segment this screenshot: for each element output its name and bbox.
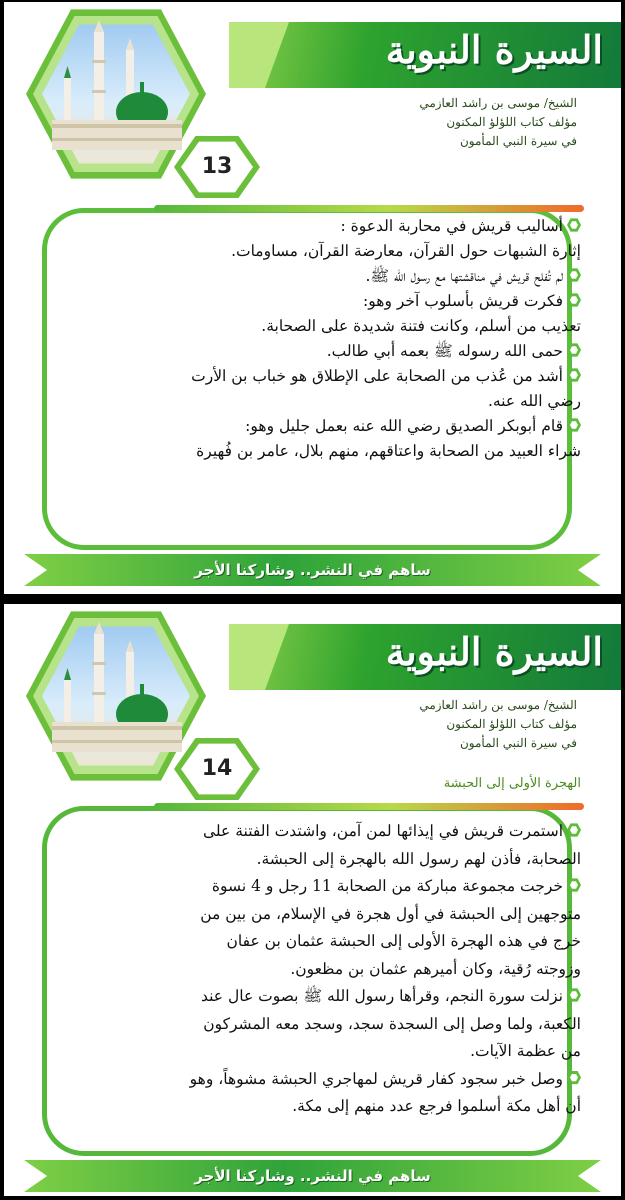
content-line: [54, 983, 581, 1011]
author-line: في سيرة النبي المأمون: [459, 736, 577, 750]
content-line: [54, 818, 581, 846]
content-line: [54, 414, 581, 439]
content-line: [54, 928, 581, 956]
hexagon-bullet-icon: [567, 368, 581, 382]
content-line-text: لم تُفلح قريش في مناقشتها مع رسول الله ﷺ.: [365, 267, 563, 285]
card-number: 13: [201, 154, 233, 179]
content-line-text: استمرت قريش في إيذائها لمن آمن، واشتدت الفتنة على: [202, 822, 563, 840]
content-box-accent: [154, 803, 584, 810]
mosque-minaret-icon: [42, 20, 190, 168]
content-line: [54, 1066, 581, 1094]
content-line-text: حمى الله رسوله ﷺ بعمه أبي طالب.: [326, 342, 563, 360]
content-line-text: أشد من عُذب من الصحابة على الإطلاق هو خباب بن الأرت: [191, 367, 563, 385]
content-line: [54, 956, 581, 984]
content-line-text: الصحابة، فأذن لهم رسول الله بالهجرة إلى الحبشة.: [256, 849, 581, 868]
content-box-accent: [154, 205, 584, 212]
content-line-text: أساليب قريش في محاربة الدعوة :: [340, 217, 563, 235]
author-line: في سيرة النبي المأمون: [459, 134, 577, 148]
content-line: [54, 1011, 581, 1039]
content-line-text: إثارة الشبهات حول القرآن، معارضة القرآن، مساومات.: [231, 242, 581, 260]
card-subtitle: الهجرة الأولى إلى الحبشة: [443, 776, 581, 791]
banner-stripe: [229, 22, 289, 88]
content-line: [54, 439, 581, 464]
content-line: [54, 239, 581, 264]
hexagon-bullet-icon: [567, 293, 581, 307]
content-line-text: نزلت سورة النجم، وقرأها رسول الله ﷺ بصوت عال عند: [200, 987, 563, 1005]
content-line-text: وصل خبر سجود كفار قريش لمهاجري الحبشة مشوهاً، وهو: [189, 1069, 563, 1088]
author-line: مؤلف كتاب اللؤلؤ المكنون: [446, 115, 577, 129]
hexagon-bullet-icon: [567, 823, 581, 837]
card-number: 14: [201, 756, 233, 781]
hexagon-bullet-icon: [567, 218, 581, 232]
content-line-text: فكرت قريش بأسلوب آخر وهو:: [363, 292, 563, 310]
hexagon-bullet-icon: [567, 418, 581, 432]
content-line: [54, 364, 581, 389]
author-line: مؤلف كتاب اللؤلؤ المكنون: [446, 717, 577, 731]
card-number-badge: [174, 736, 260, 802]
content-line: [54, 214, 581, 239]
content-line: [54, 1093, 581, 1121]
content-line: [54, 289, 581, 314]
banner-stripe: [229, 624, 289, 690]
info-card: [4, 604, 621, 1196]
content-line-text: شراء العبيد من الصحابة واعتاقهم، منهم بلال، عامر بن فُهيرة: [196, 442, 581, 460]
content-line: [54, 1038, 581, 1066]
content-line-text: تعذيب من أسلم، وكانت فتنة شديدة على الصحابة.: [261, 317, 581, 335]
content-line-text: الكعبة، ولما وصل إلى السجدة سجد، وسجد معه المشركون: [203, 1014, 581, 1033]
footer-ribbon: [24, 550, 601, 590]
content-line-text: متوجهين إلى الحبشة في أول هجرة في الإسلام، من بين من: [200, 904, 581, 923]
footer-ribbon: [24, 1156, 601, 1196]
author-line: الشيخ/ موسى بن راشد العازمي: [419, 96, 577, 110]
content-line-text: خرج في هذه الهجرة الأولى إلى الحبشة عثمان بن عفان: [226, 932, 581, 950]
author-line: الشيخ/ موسى بن راشد العازمي: [419, 698, 577, 712]
hexagon-bullet-icon: [567, 343, 581, 357]
card-title: السيرة النبوية: [385, 27, 603, 72]
content-line-text: قام أبوبكر الصديق رضي الله عنه بعمل جليل وهو:: [245, 417, 563, 435]
title-banner: [229, 624, 621, 690]
card-divider: [0, 594, 625, 604]
content-line-text: من عظمة الآيات.: [470, 1042, 581, 1060]
content-text: [54, 818, 581, 1121]
content-line-text: خرجت مجموعة مباركة من الصحابة 11 رجل و 4 نسوة: [211, 877, 563, 895]
content-line: [54, 389, 581, 414]
title-banner: [229, 22, 621, 88]
content-line-text: أن أهل مكة أسلموا فرجع عدد منهم إلى مكة.: [292, 1097, 581, 1115]
content-line-text: رضي الله عنه.: [487, 392, 581, 410]
card-number-badge: [174, 134, 260, 200]
card-title: السيرة النبوية: [385, 629, 603, 674]
content-text: [54, 214, 581, 464]
hexagon-bullet-icon: [567, 268, 581, 282]
content-line: [54, 901, 581, 929]
content-line: [54, 264, 581, 289]
author-block: [327, 94, 577, 151]
mosque-minaret-icon: [42, 622, 190, 770]
footer-text: ساهم في النشر.. وشاركنا الأجر: [194, 1167, 431, 1185]
content-line: [54, 846, 581, 874]
hexagon-bullet-icon: [567, 1071, 581, 1085]
content-line-text: وزوجته رُقية، وكان أميرهم عثمان بن مظعون.: [290, 959, 581, 978]
content-line: [54, 873, 581, 901]
hexagon-bullet-icon: [567, 878, 581, 892]
content-line: [54, 339, 581, 364]
content-line: [54, 314, 581, 339]
info-card: [4, 2, 621, 594]
author-block: [327, 696, 577, 753]
hexagon-bullet-icon: [567, 988, 581, 1002]
footer-text: ساهم في النشر.. وشاركنا الأجر: [194, 561, 431, 579]
